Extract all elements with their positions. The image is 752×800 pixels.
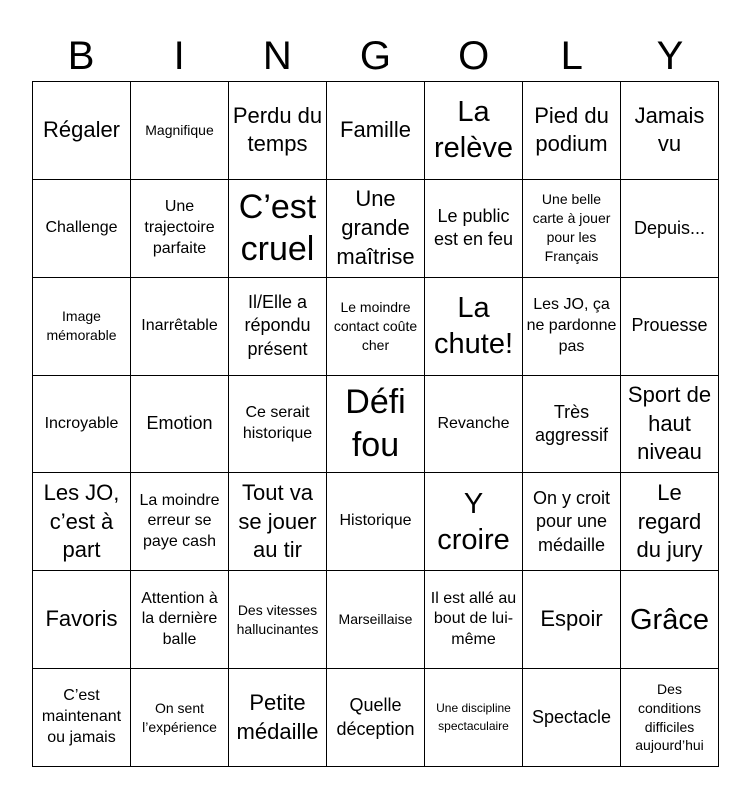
bingo-cell[interactable]: Régaler xyxy=(33,82,131,180)
bingo-cell[interactable]: Une grande maîtrise xyxy=(327,180,425,278)
title-letter: G xyxy=(359,34,392,78)
bingo-cell[interactable]: Favoris xyxy=(33,571,131,669)
bingo-cell[interactable]: Spectacle xyxy=(523,669,621,767)
bingo-cell[interactable]: Les JO, ça ne pardonne pas xyxy=(523,278,621,376)
bingo-cell[interactable]: Historique xyxy=(327,473,425,571)
bingo-cell[interactable]: Les JO, c’est à part xyxy=(33,473,131,571)
title-letter: N xyxy=(262,34,292,78)
bingo-cell[interactable]: Magnifique xyxy=(131,82,229,180)
title-letter: B xyxy=(67,34,95,78)
bingo-cell[interactable]: La relève xyxy=(425,82,523,180)
bingo-cell[interactable]: Le public est en feu xyxy=(425,180,523,278)
title-letter: O xyxy=(458,34,490,78)
bingo-cell[interactable]: Grâce xyxy=(621,571,719,669)
bingo-cell[interactable]: Le moindre contact coûte cher xyxy=(327,278,425,376)
bingo-cell[interactable]: Des vitesses hallucinantes xyxy=(229,571,327,669)
bingo-cell[interactable]: Une belle carte à jouer pour les Français xyxy=(523,180,621,278)
bingo-cell[interactable]: Il/Elle a répondu présent xyxy=(229,278,327,376)
bingo-cell[interactable]: Perdu du temps xyxy=(229,82,327,180)
bingo-cell[interactable]: Prouesse xyxy=(621,278,719,376)
title-letter: L xyxy=(560,34,583,78)
bingo-cell[interactable]: Depuis... xyxy=(621,180,719,278)
bingo-cell[interactable]: Pied du podium xyxy=(523,82,621,180)
bingo-cell[interactable]: On y croit pour une médaille xyxy=(523,473,621,571)
bingo-cell[interactable]: On sent l’expérience xyxy=(131,669,229,767)
bingo-title xyxy=(32,30,719,82)
bingo-cell[interactable]: Ce serait historique xyxy=(229,376,327,474)
bingo-cell[interactable]: Attention à la dernière balle xyxy=(131,571,229,669)
bingo-cell[interactable]: Marseillaise xyxy=(327,571,425,669)
bingo-cell[interactable]: Le regard du jury xyxy=(621,473,719,571)
bingo-cell[interactable]: Espoir xyxy=(523,571,621,669)
bingo-cell[interactable]: C’est maintenant ou jamais xyxy=(33,669,131,767)
bingo-cell[interactable]: Inarrêtable xyxy=(131,278,229,376)
bingo-cell[interactable]: Il est allé au bout de lui-même xyxy=(425,571,523,669)
bingo-cell[interactable]: Des conditions difficiles aujourd’hui xyxy=(621,669,719,767)
bingo-cell[interactable]: Une trajectoire parfaite xyxy=(131,180,229,278)
bingo-cell[interactable]: Sport de haut niveau xyxy=(621,376,719,474)
bingo-cell[interactable]: Challenge xyxy=(33,180,131,278)
bingo-cell[interactable]: Quelle déception xyxy=(327,669,425,767)
bingo-cell[interactable]: La moindre erreur se paye cash xyxy=(131,473,229,571)
bingo-cell[interactable]: Incroyable xyxy=(33,376,131,474)
bingo-cell[interactable]: Y croire xyxy=(425,473,523,571)
bingo-grid xyxy=(32,81,719,767)
bingo-cell[interactable]: La chute! xyxy=(425,278,523,376)
bingo-cell[interactable]: Tout va se jouer au tir xyxy=(229,473,327,571)
bingo-cell[interactable]: Très aggressif xyxy=(523,376,621,474)
title-letter: Y xyxy=(656,34,684,78)
bingo-cell[interactable]: Emotion xyxy=(131,376,229,474)
bingo-cell[interactable]: Image mémorable xyxy=(33,278,131,376)
bingo-cell[interactable]: C’est cruel xyxy=(229,180,327,278)
bingo-cell[interactable]: Famille xyxy=(327,82,425,180)
bingo-cell[interactable]: Défi fou xyxy=(327,376,425,474)
bingo-cell[interactable]: Jamais vu xyxy=(621,82,719,180)
bingo-cell[interactable]: Revanche xyxy=(425,376,523,474)
title-letter: I xyxy=(173,34,185,78)
bingo-cell[interactable]: Petite médaille xyxy=(229,669,327,767)
bingo-cell[interactable]: Une discipline spectaculaire xyxy=(425,669,523,767)
